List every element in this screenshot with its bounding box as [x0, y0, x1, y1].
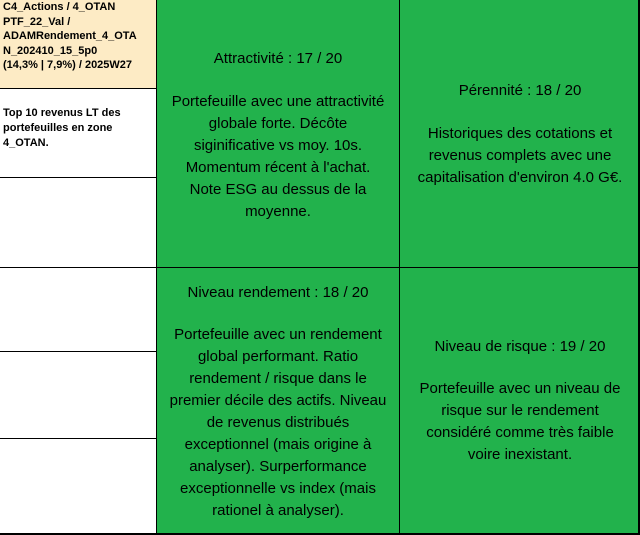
portfolio-description-text: Top 10 revenus LT des portefeuilles en zone 4_OTAN. [3, 107, 121, 149]
description-cell [0, 89, 156, 177]
empty-cell-4 [0, 439, 156, 535]
card-attractivite [157, 0, 399, 267]
header-cell [0, 0, 156, 88]
card-body: Historiques des cotations et revenus complets avec une capitalisation d'environ 4.0 G€. [417, 125, 623, 186]
grid-line [0, 177, 156, 178]
card-title: Pérennité : 18 / 20 [458, 82, 582, 99]
card-body: Portefeuille avec une attractivité globale forte. Décôte siginificative vs moy. 10s. Momentum récent à l'achat. Note ESG au dessus de la moyenne. [171, 93, 385, 220]
grid-line [157, 267, 640, 268]
grid-line [0, 351, 156, 352]
card-rendement [157, 268, 399, 535]
empty-cell-3 [0, 352, 156, 438]
portfolio-header-text: C4_Actions / 4_OTAN PTF_22_Val / ADAMRendement_4_OTA N_202410_15_5p0 (14,3% | 7,9%) / 2025W27 [3, 1, 137, 71]
card-title: Attractivité : 17 / 20 [213, 50, 343, 67]
card-body: Portefeuille avec un rendement global performant. Ratio rendement / risque dans le premier décile des actifs. Niveau de revenus distribués exceptionnel (mais origine à analyser). Surperformance exceptionnelle vs index (mais rationel à analyser). [169, 326, 387, 519]
grid-line [0, 438, 156, 439]
card-perennite [400, 0, 640, 267]
grid-line [0, 267, 156, 268]
card-risque [400, 268, 640, 535]
empty-cell-1 [0, 178, 156, 267]
card-body: Portefeuille avec un niveau de risque sur le rendement considéré comme très faible voire inexistant. [419, 380, 621, 463]
empty-cell-2 [0, 268, 156, 351]
grid-line [0, 88, 156, 89]
card-title: Niveau rendement : 18 / 20 [187, 284, 369, 301]
card-title: Niveau de risque : 19 / 20 [434, 338, 606, 355]
